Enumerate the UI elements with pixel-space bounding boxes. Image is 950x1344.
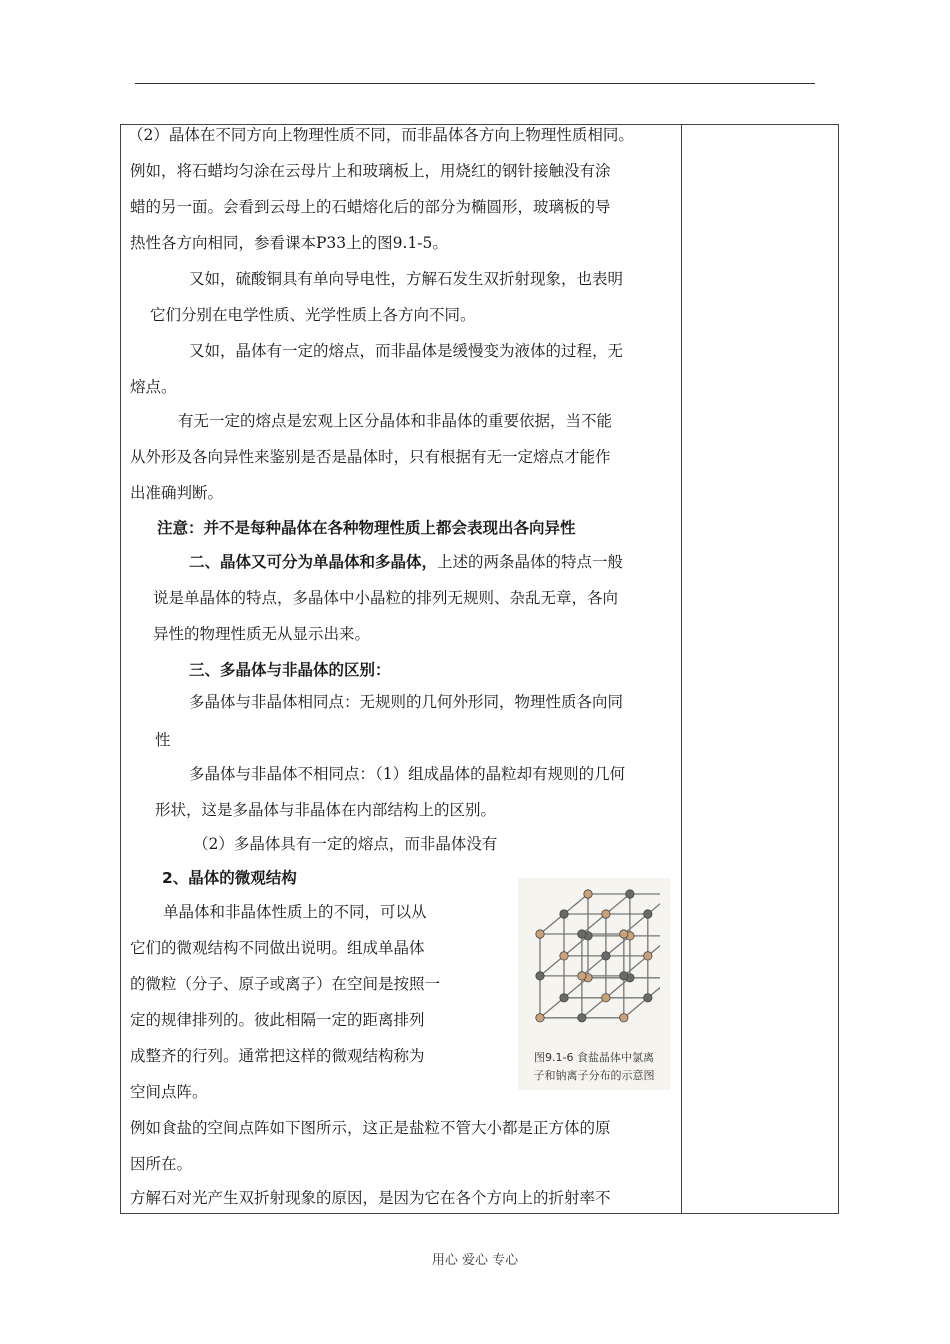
text-line: 空间点阵。 xyxy=(130,1083,208,1101)
figure-caption-line-1: 图9.1-6 食盐晶体中氯离 xyxy=(534,1051,654,1064)
sodium-ion xyxy=(620,930,628,938)
sodium-ion xyxy=(602,910,610,918)
text-line: 又如，硫酸铜具有单向导电性，方解石发生双折射现象，也表明 xyxy=(189,270,624,288)
text-line: 的微粒（分子、原子或离子）在空间是按照一 xyxy=(130,975,441,993)
lattice-bond xyxy=(606,978,630,998)
lattice-bond xyxy=(540,914,564,934)
text-line: 因所在。 xyxy=(130,1155,193,1173)
lattice-bond xyxy=(564,936,588,956)
text-line: 它们的微观结构不同做出说明。组成单晶体 xyxy=(130,939,425,957)
text-line: 例如食盐的空间点阵如下图所示，这正是盐粒不管大小都是正方体的原 xyxy=(130,1119,611,1137)
text-line: 出准确判断。 xyxy=(130,484,224,502)
text-line: 单晶体和非晶体性质上的不同，可以从 xyxy=(163,903,427,921)
chloride-ion xyxy=(578,1014,586,1022)
lattice-bond xyxy=(624,914,648,934)
chloride-ion xyxy=(536,972,544,980)
table-bottom-rule xyxy=(120,1213,839,1214)
text-line: （2）多晶体具有一定的熔点，而非晶体没有 xyxy=(193,835,498,853)
lattice-bond xyxy=(540,956,564,976)
text-line: 多晶体与非晶体相同点：无规则的几何外形同，物理性质各向同 xyxy=(189,693,624,711)
chloride-ion xyxy=(626,890,634,898)
crystal-lattice-diagram xyxy=(528,886,660,1036)
text-line: 蜡的另一面。会看到云母上的石蜡熔化后的部分为椭圆形，玻璃板的导 xyxy=(130,198,611,216)
lattice-bond xyxy=(582,956,606,976)
text-line: 说是单晶体的特点，多晶体中小晶粒的排列无规则、杂乱无章，各向 xyxy=(153,589,619,607)
lattice-bond xyxy=(582,914,606,934)
lattice-bond xyxy=(540,998,564,1018)
header-rule xyxy=(135,83,815,84)
sodium-ion xyxy=(620,1014,628,1022)
lattice-bond xyxy=(564,894,588,914)
text-line: 从外形及各向异性来鉴别是否是晶体时，只有根据有无一定熔点才能作 xyxy=(130,448,611,466)
text-line: 定的规律排列的。彼此相隔一定的距离排列 xyxy=(130,1011,425,1029)
section-heading-3: 三、多晶体与非晶体的区别： xyxy=(189,661,391,679)
text-line: 多晶体与非晶体不相同点：（1）组成晶体的晶粒却有规则的几何 xyxy=(189,765,626,783)
table-column-divider xyxy=(681,124,682,1214)
sodium-ion xyxy=(578,972,586,980)
chloride-ion xyxy=(602,952,610,960)
text-line: 又如，晶体有一定的熔点，而非晶体是缓慢变为液体的过程，无 xyxy=(189,342,624,360)
text-line: 成整齐的行列。通常把这样的微观结构称为 xyxy=(130,1047,425,1065)
lattice-bond xyxy=(624,956,648,976)
text-line: 有无一定的熔点是宏观上区分晶体和非晶体的重要依据，当不能 xyxy=(178,412,613,430)
lattice-bond xyxy=(606,936,630,956)
note-heading: 注意：并不是每种晶体在各种物理性质上都会表现出各向异性 xyxy=(157,519,576,537)
sodium-ion xyxy=(584,890,592,898)
chloride-ion xyxy=(560,994,568,1002)
text-line: 性 xyxy=(155,731,171,749)
lattice-bond xyxy=(624,998,648,1018)
section-heading-micro: 2、晶体的微观结构 xyxy=(162,869,297,887)
text-line: 例如，将石蜡均匀涂在云母片上和玻璃板上，用烧红的钢针接触没有涂 xyxy=(130,162,611,180)
text-line: 热性各方向相同，参看课本P33上的图9.1-5。 xyxy=(130,234,448,252)
lattice-bond xyxy=(564,978,588,998)
chloride-ion xyxy=(560,910,568,918)
sodium-ion xyxy=(536,1014,544,1022)
sodium-ion xyxy=(644,952,652,960)
text-line: 熔点。 xyxy=(130,378,177,396)
text-line: 它们分别在电学性质、光学性质上各方向不同。 xyxy=(150,306,476,324)
text-line: 形状，这是多晶体与非晶体在内部结构上的区别。 xyxy=(155,801,497,819)
figure-caption-line-2: 子和钠离子分布的示意图 xyxy=(533,1069,655,1082)
chloride-ion xyxy=(644,994,652,1002)
text-line: 方解石对光产生双折射现象的原因，是因为它在各个方向上的折射率不 xyxy=(130,1189,611,1207)
chloride-ion xyxy=(620,972,628,980)
chloride-ion xyxy=(644,910,652,918)
sodium-ion xyxy=(602,994,610,1002)
chloride-ion xyxy=(578,930,586,938)
nacl-lattice-figure xyxy=(518,878,670,1090)
sodium-ion xyxy=(560,952,568,960)
page-footer: 用心 爱心 专心 xyxy=(431,1253,519,1268)
lattice-bond xyxy=(582,998,606,1018)
lattice-bond xyxy=(606,894,630,914)
sodium-ion xyxy=(536,930,544,938)
text-line: （2）晶体在不同方向上物理性质不同，而非晶体各方向上物理性质相同。 xyxy=(128,126,634,144)
section-heading-2: 二、晶体又可分为单晶体和多晶体，上述的两条晶体的特点一般 xyxy=(189,553,624,571)
text-line: 异性的物理性质无从显示出来。 xyxy=(153,625,371,643)
